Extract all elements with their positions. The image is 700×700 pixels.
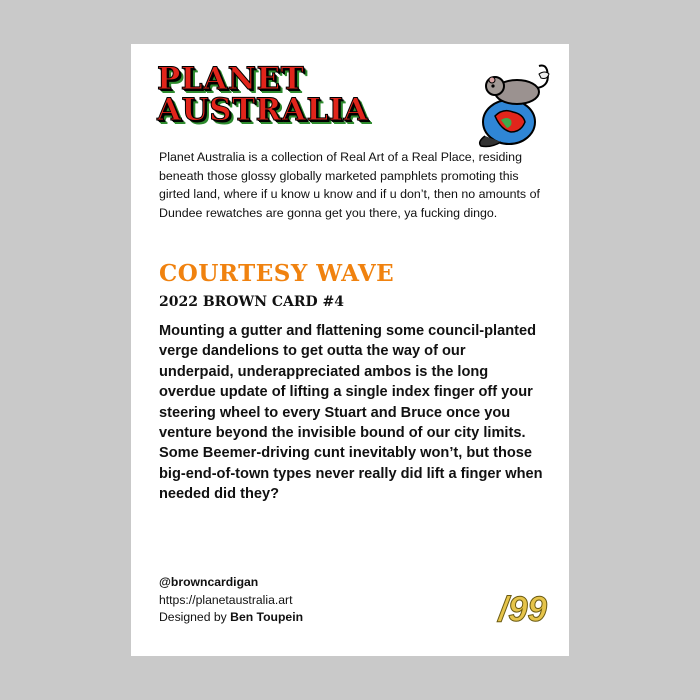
card-subtitle: 2022 BROWN CARD #4 bbox=[159, 294, 345, 310]
designer-prefix: Designed by bbox=[159, 610, 231, 624]
logo-line-australia: AUSTRALIA bbox=[157, 92, 369, 128]
website-url: https://planetaustralia.art bbox=[159, 592, 293, 607]
planet-australia-logo bbox=[157, 61, 407, 128]
logo-line-planet: PLANET bbox=[157, 61, 305, 97]
edition-number: /99 bbox=[498, 590, 547, 629]
designer-name: Ben Toupein bbox=[230, 610, 304, 624]
designer-credit bbox=[159, 609, 419, 627]
card-title: COURTESY WAVE bbox=[159, 260, 395, 287]
intro-paragraph: Planet Australia is a collection of Real Art of a Real Place, residing beneath those glossy globally marketed pamphlets promoting this girted land, where if u know u know and if u don’t, then no amounts of Dundee rewatches are gonna get you there, ya fucking dingo. bbox=[159, 150, 540, 220]
trading-card bbox=[131, 44, 569, 656]
card-footer bbox=[159, 574, 419, 627]
card-body-text: Mounting a gutter and flattening some council-planted verge dandelions to get outta the way of our underpaid, underappreciated ambos is the long overdue update of lifting a single index finger off your steering wheel to every Stuart and Bruce once you venture beyond the invisible bound of our city limits. Some Beemer-driving cunt inevitably won’t, but those big-end-of-town types never really did lift a finger when needed did they? bbox=[159, 323, 543, 503]
possum-on-globe-illustration bbox=[465, 58, 555, 148]
social-handle: @browncardigan bbox=[159, 575, 259, 589]
